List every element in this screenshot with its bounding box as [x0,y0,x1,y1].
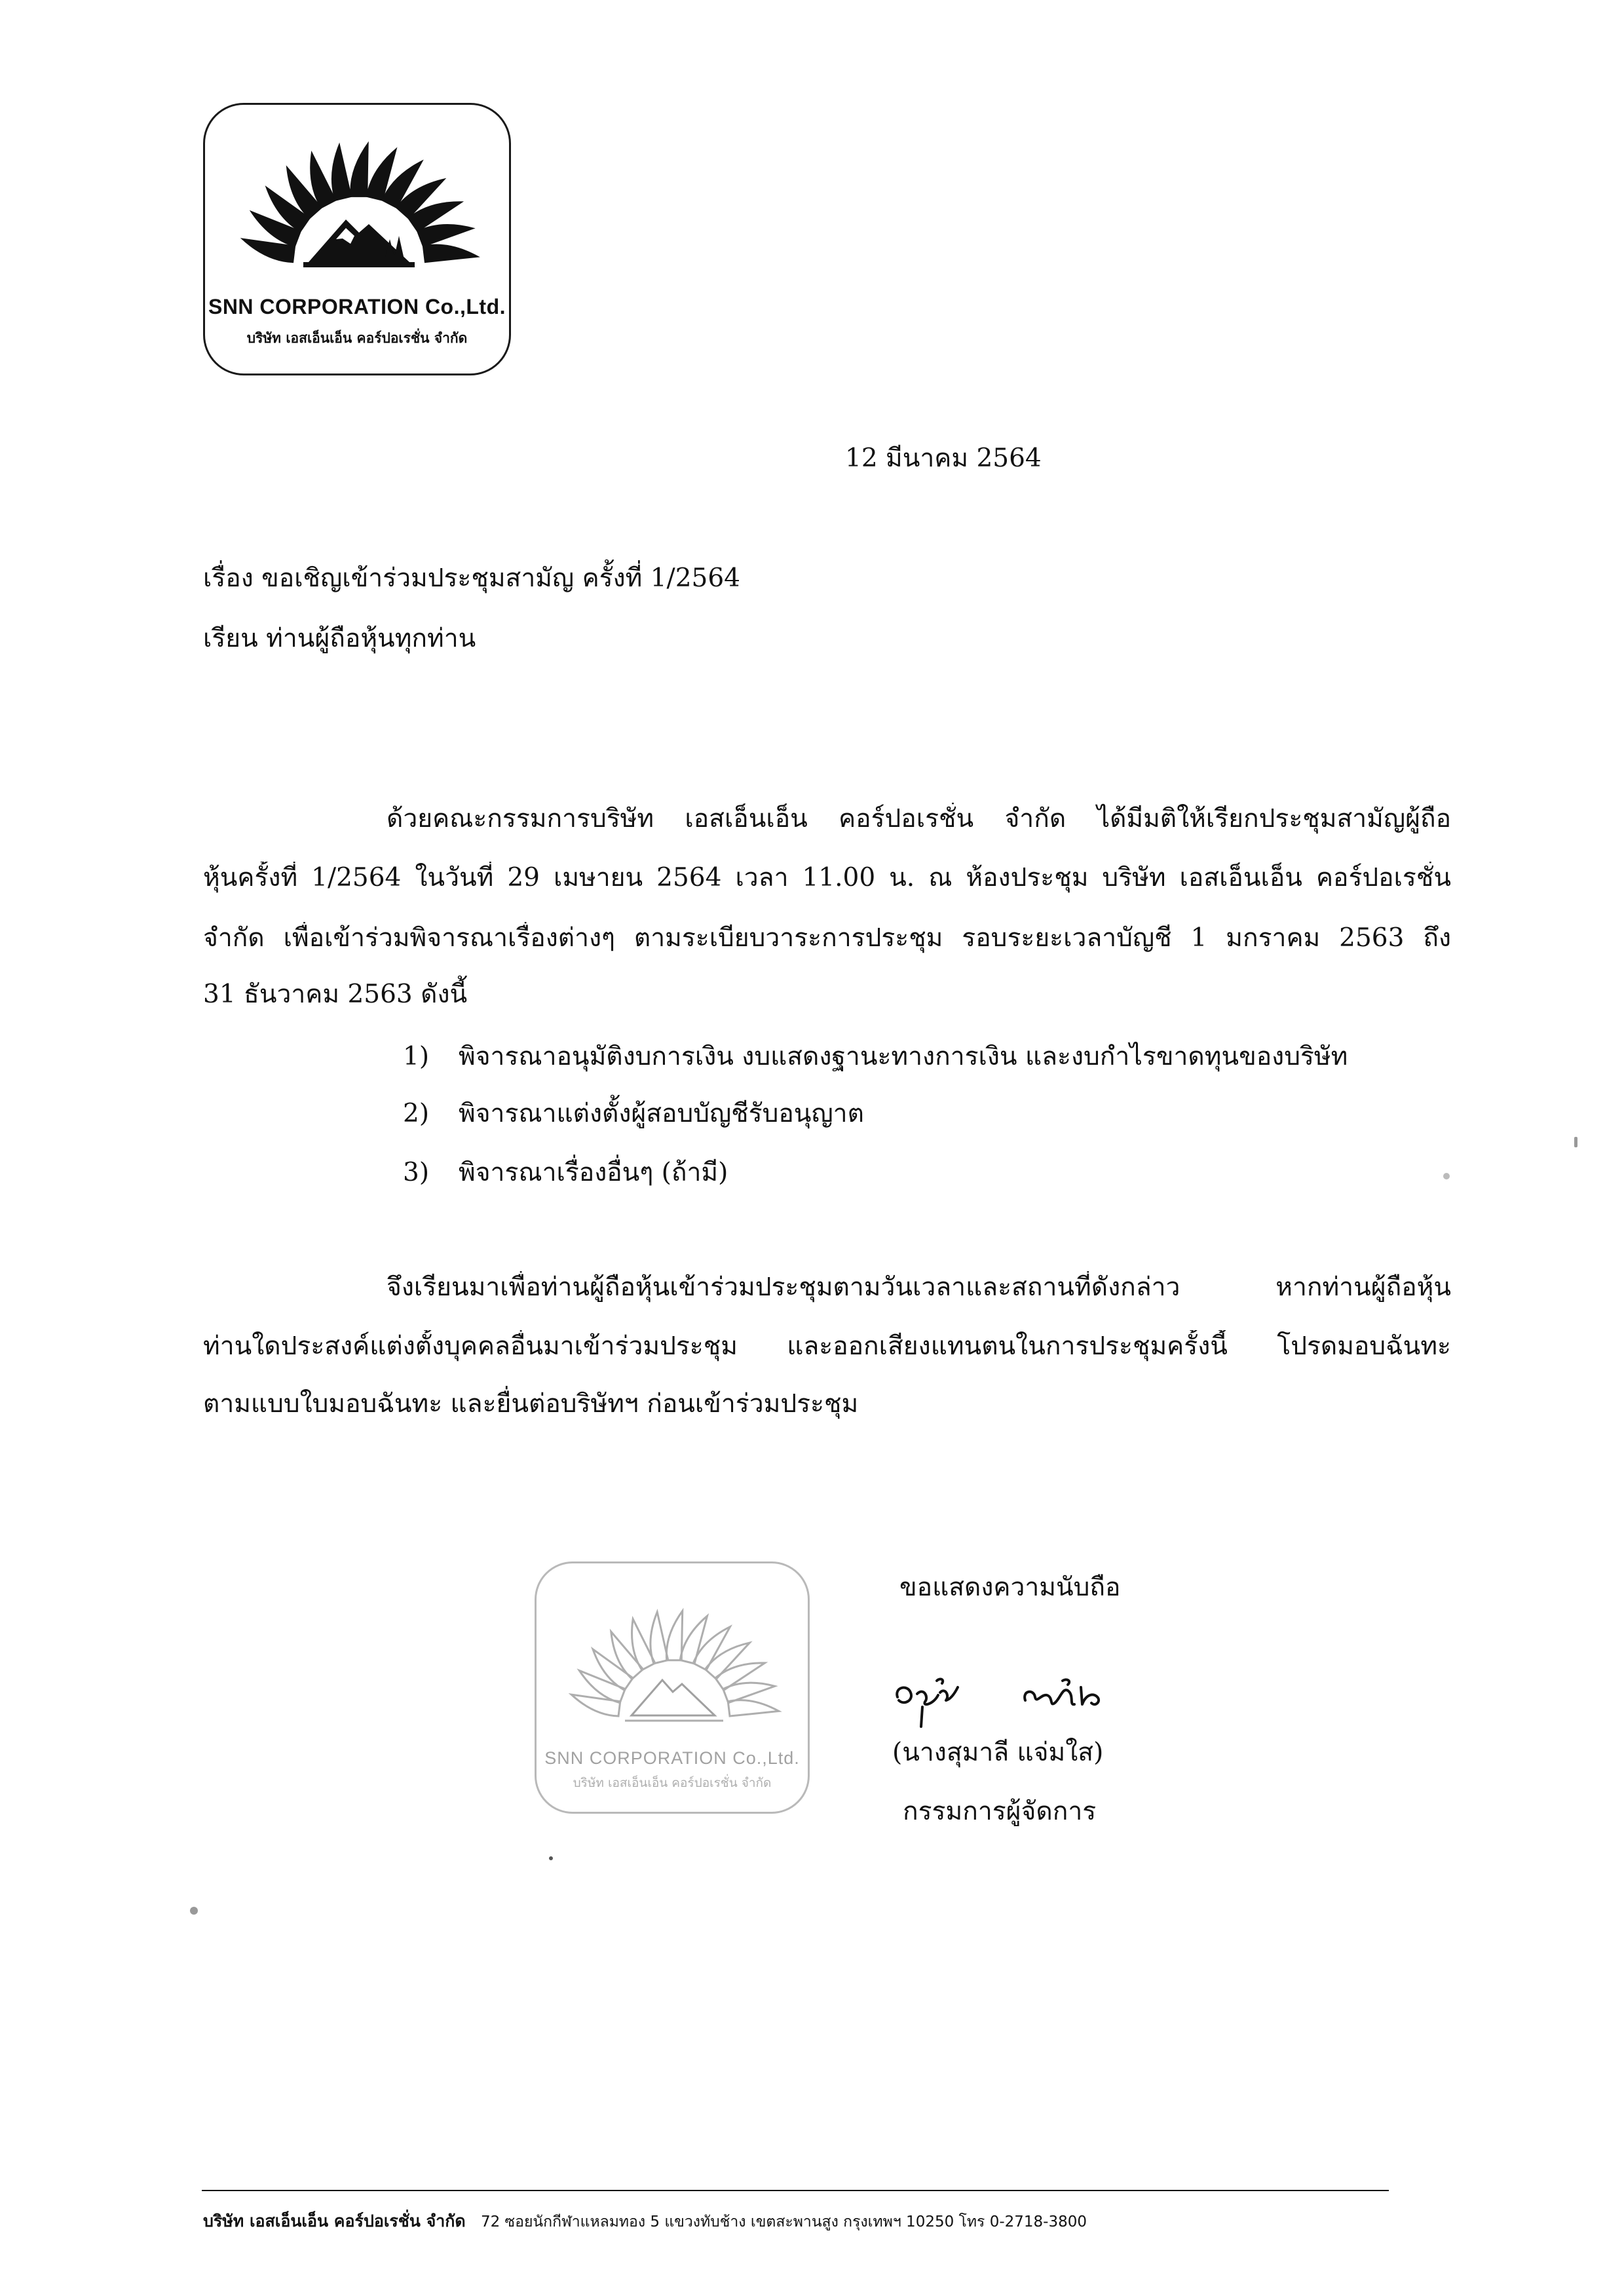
sunburst-mountain-icon [205,105,513,295]
sun-ray [611,1632,643,1679]
agenda-item-number: 3) [403,1158,430,1187]
paragraph1-line: 31 ธันวาคม 2563 ดังนี้ [203,980,468,1009]
paragraph1-line: จำกัด เพื่อเข้าร่วมพิจารณาเรื่องต่างๆ ตามระเบียบวาระการประชุม รอบระยะเวลาบัญชี 1 มกราคม 2563 ถึง [203,923,1451,953]
letter-subject: เรื่อง ขอเชิญเข้าร่วมประชุมสามัญ ครั้งที่ 1/2564 [203,564,740,593]
sun-ray [651,1612,668,1664]
agenda-item-number: 1) [403,1042,430,1071]
company-stamp [535,1561,810,1814]
sun-ray [728,1700,779,1716]
letter-date: 12 มีนาคม 2564 [845,444,1042,473]
sun-ray [705,1643,749,1679]
sun-ray [417,224,476,247]
sun-ray [680,1616,707,1664]
company-logo [203,103,511,375]
letter-salutation: เรียน ท่านผู้ถือหุ้นทุกท่าน [203,624,476,653]
agenda-item-text: พิจารณาเรื่องอื่นๆ (ถ้ามี) [459,1158,728,1187]
sun-ray [423,244,480,263]
scan-speck [190,1907,198,1915]
sun-ray [666,1611,682,1660]
paragraph2-line: ท่านใดประสงค์แต่งตั้งบุคคลอื่นมาเข้าร่วมประชุม และออกเสียงแทนตนในการประชุมครั้งนี้ โปรดมอบฉันทะ [203,1331,1451,1361]
logo-company-name-en: SNN CORPORATION Co.,Ltd. [208,295,506,318]
footer-divider [202,2190,1389,2191]
sun-ray [331,142,352,201]
logo-company-name-th: บริษัท เอสเอ็นเอ็น คอร์ปอเรชั่น จำกัด [246,330,468,346]
paragraph2-line: ตามแบบใบมอบฉันทะ และยื่นต่อบริษัทฯ ก่อนเข้าร่วมประชุม [203,1389,859,1419]
footer-address: 72 ซอยนักกีฬาแหลมทอง 5 แขวงทับช้าง เขตสะพานสูง กรุงเทพฯ 10250 โทร 0-2718-3800 [480,2213,1087,2230]
agenda-item-text: พิจารณาอนุมัติงบการเงิน งบแสดงฐานะทางการเงิน และงบกำไรขาดทุนของบริษัท [459,1042,1348,1071]
paragraph2-line: จึงเรียนมาเพื่อท่านผู้ถือหุ้นเข้าร่วมประชุมตามวันเวลาและสถานที่ดังกล่าว หากท่านผู้ถือหุ้น [387,1272,1451,1302]
signer-name: (นางสุมาลี แจ่มใส) [892,1738,1104,1767]
stamp-sunburst-icon [537,1563,812,1747]
stamp-company-name-en: SNN CORPORATION Co.,Ltd. [544,1748,800,1768]
signer-title: กรรมการผู้จัดการ [903,1797,1097,1826]
footer [203,2208,1087,2234]
agenda-item-number: 2) [403,1099,430,1128]
closing-text: ขอแสดงความนับถือ [899,1573,1121,1602]
sun-ray [715,1663,765,1691]
sun-ray [350,142,368,197]
handwritten-signature [878,1661,1140,1742]
paragraph1-line: หุ้นครั้งที่ 1/2564 ในวันที่ 29 เมษายน 2564 เวลา 11.00 น. ณ ห้องประชุม บริษัท เอสเอ็นเอ็น คอร์ปอเรชั่น [203,863,1451,892]
footer-company-name: บริษัท เอสเอ็นเอ็น คอร์ปอเรชั่น จำกัด [203,2211,466,2230]
paragraph1-line: ด้วยคณะกรรมการบริษัท เอสเอ็นเอ็น คอร์ปอเรชั่น จำกัด ได้มีมติให้เรียกประชุมสามัญผู้ถือ [387,804,1451,833]
scan-speck [1574,1137,1577,1147]
stamp-company-name-th: บริษัท เอสเอ็นเอ็น คอร์ปอเรชั่น จำกัด [573,1776,772,1790]
agenda-item-text: พิจารณาแต่งตั้งผู้สอบบัญชีรับอนุญาต [459,1099,864,1128]
scan-speck [1443,1173,1450,1179]
sun-ray [571,1694,620,1716]
scan-speck [549,1856,553,1860]
